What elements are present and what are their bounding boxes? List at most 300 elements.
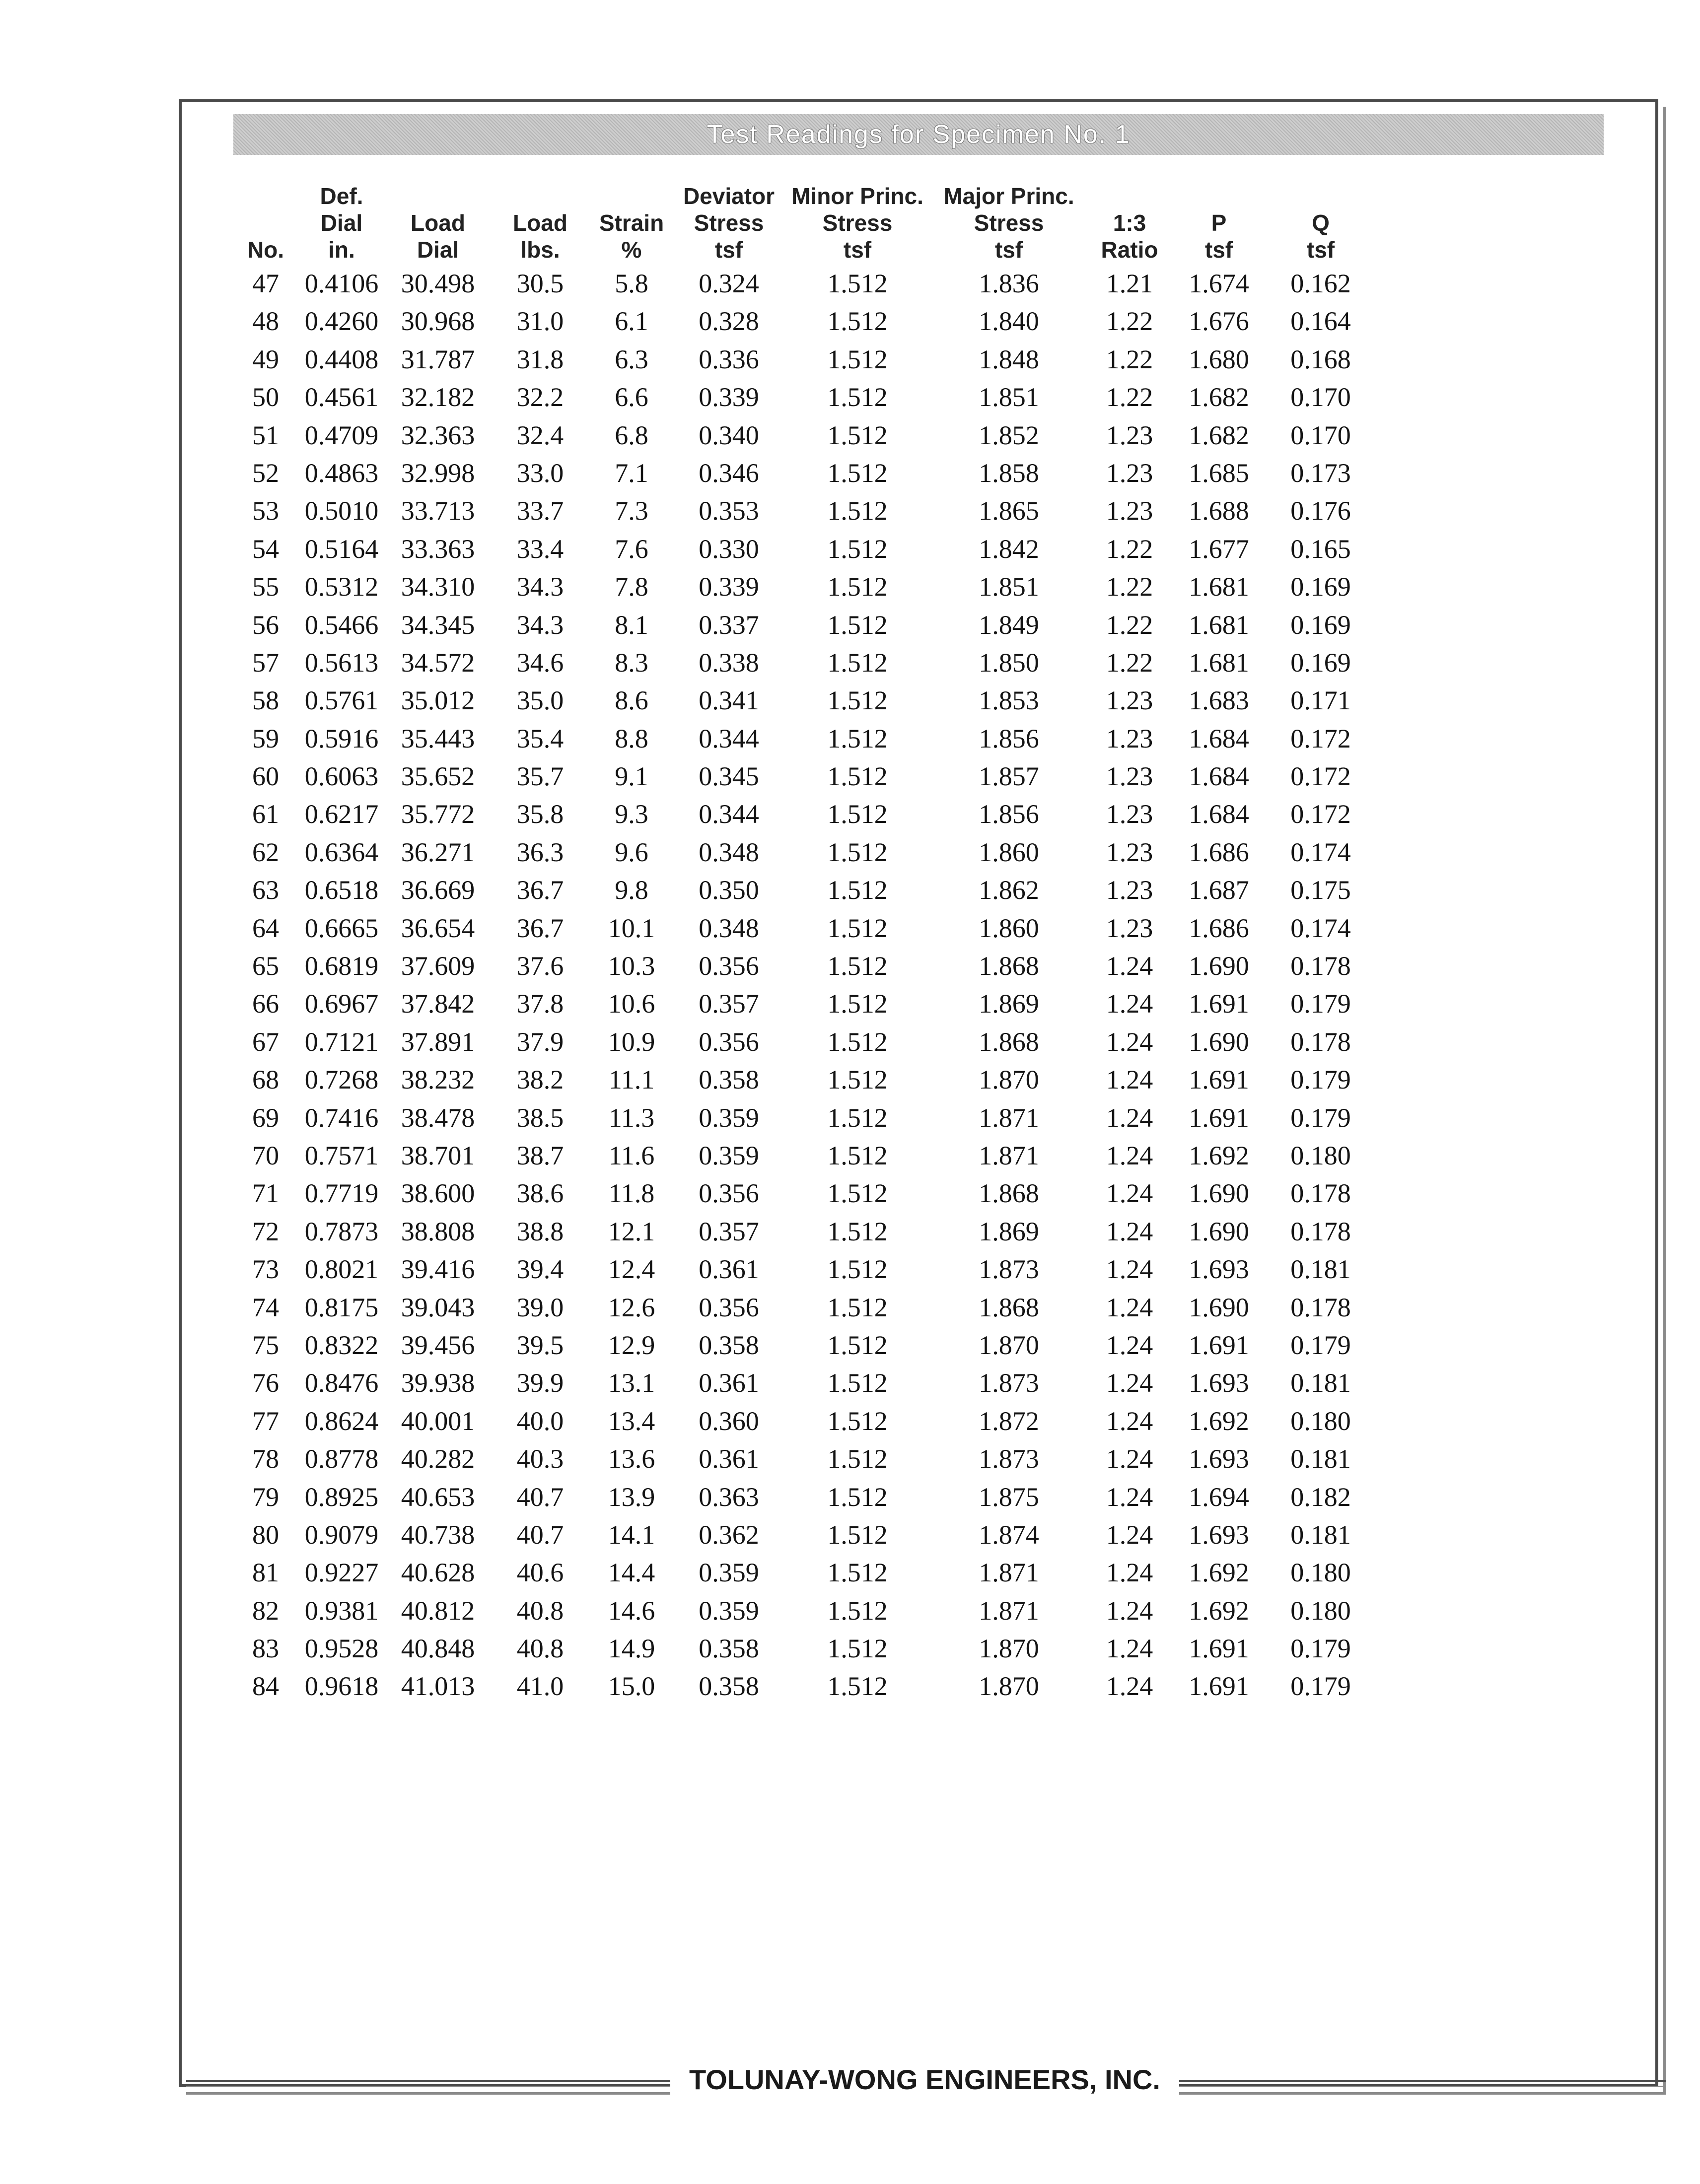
cell-load-lbs: 38.2 [516, 1065, 564, 1095]
cell-no: 54 [252, 534, 279, 564]
column-header-line: Load [513, 210, 567, 236]
cell-def-dial: 0.6967 [304, 989, 379, 1019]
cell-p: 1.680 [1189, 344, 1249, 374]
cell-load-lbs: 35.4 [516, 723, 564, 753]
table-row [0, 610, 1700, 647]
cell-load-dial: 34.345 [401, 610, 475, 640]
column-header-line: Stress [822, 210, 893, 236]
cell-load-dial: 36.654 [401, 913, 475, 943]
cell-def-dial: 0.4561 [304, 382, 379, 412]
column-header-line: Ratio [1101, 237, 1158, 263]
cell-minor-princ-stress: 1.512 [827, 344, 888, 374]
column-header-line: lbs. [520, 237, 560, 263]
table-row [0, 1367, 1700, 1405]
cell-major-princ-stress: 1.840 [979, 306, 1039, 337]
column-header-load-lbs [503, 176, 577, 263]
cell-p: 1.692 [1189, 1140, 1249, 1170]
cell-deviator-stress: 0.359 [699, 1595, 759, 1626]
cell-deviator-stress: 0.344 [699, 799, 759, 829]
table-row [0, 875, 1700, 912]
cell-no: 50 [252, 382, 279, 412]
cell-minor-princ-stress: 1.512 [827, 1558, 888, 1588]
cell-load-dial: 36.271 [401, 837, 475, 867]
cell-load-lbs: 40.8 [516, 1634, 564, 1664]
cell-strain: 14.6 [608, 1595, 655, 1626]
cell-def-dial: 0.5164 [304, 534, 379, 564]
cell-load-lbs: 37.9 [516, 1026, 564, 1057]
cell-ratio: 1.24 [1106, 1368, 1153, 1398]
cell-minor-princ-stress: 1.512 [827, 1292, 888, 1322]
cell-no: 80 [252, 1519, 279, 1550]
cell-q: 0.172 [1290, 799, 1351, 829]
cell-strain: 8.1 [615, 610, 648, 640]
page-title: Test Readings for Specimen No. 1 [707, 120, 1131, 149]
cell-p: 1.677 [1189, 534, 1249, 564]
cell-load-dial: 35.012 [401, 685, 475, 716]
cell-load-lbs: 31.0 [516, 306, 564, 337]
cell-major-princ-stress: 1.850 [979, 647, 1039, 678]
cell-no: 63 [252, 875, 279, 905]
cell-minor-princ-stress: 1.512 [827, 1102, 888, 1133]
cell-deviator-stress: 0.356 [699, 1178, 759, 1209]
cell-load-dial: 38.701 [401, 1140, 475, 1170]
cell-strain: 10.9 [608, 1026, 655, 1057]
cell-major-princ-stress: 1.868 [979, 1178, 1039, 1209]
cell-deviator-stress: 0.363 [699, 1482, 759, 1512]
cell-def-dial: 0.4408 [304, 344, 379, 374]
cell-q: 0.178 [1290, 1292, 1351, 1322]
cell-load-lbs: 39.0 [516, 1292, 564, 1322]
cell-q: 0.178 [1290, 1216, 1351, 1246]
cell-major-princ-stress: 1.870 [979, 1634, 1039, 1664]
cell-ratio: 1.24 [1106, 1444, 1153, 1474]
cell-q: 0.169 [1290, 610, 1351, 640]
cell-ratio: 1.23 [1106, 420, 1153, 450]
column-header-line: tsf [843, 237, 872, 263]
cell-load-lbs: 40.7 [516, 1519, 564, 1550]
cell-load-lbs: 38.5 [516, 1102, 564, 1133]
column-header-line: 1:3 [1113, 210, 1146, 236]
table-row [0, 495, 1700, 533]
cell-load-lbs: 32.2 [516, 382, 564, 412]
cell-deviator-stress: 0.324 [699, 269, 759, 298]
cell-minor-princ-stress: 1.512 [827, 1330, 888, 1360]
cell-no: 48 [252, 306, 279, 337]
cell-load-lbs: 36.7 [516, 875, 564, 905]
cell-major-princ-stress: 1.869 [979, 1216, 1039, 1246]
cell-deviator-stress: 0.348 [699, 913, 759, 943]
cell-q: 0.162 [1290, 269, 1351, 298]
cell-def-dial: 0.7873 [304, 1216, 379, 1246]
cell-def-dial: 0.4106 [304, 269, 379, 298]
cell-minor-princ-stress: 1.512 [827, 269, 888, 298]
cell-load-dial: 40.001 [401, 1406, 475, 1436]
cell-def-dial: 0.9079 [304, 1519, 379, 1550]
cell-ratio: 1.23 [1106, 837, 1153, 867]
cell-load-dial: 32.363 [401, 420, 475, 450]
cell-def-dial: 0.9618 [304, 1671, 379, 1702]
cell-major-princ-stress: 1.869 [979, 989, 1039, 1019]
cell-no: 83 [252, 1634, 279, 1664]
cell-load-dial: 36.669 [401, 875, 475, 905]
table-row [0, 344, 1700, 382]
cell-def-dial: 0.5010 [304, 496, 379, 526]
cell-deviator-stress: 0.361 [699, 1368, 759, 1398]
cell-def-dial: 0.4709 [304, 420, 379, 450]
cell-major-princ-stress: 1.870 [979, 1671, 1039, 1702]
table-row [0, 1102, 1700, 1140]
cell-ratio: 1.24 [1106, 1558, 1153, 1588]
cell-p: 1.682 [1189, 382, 1249, 412]
cell-no: 57 [252, 647, 279, 678]
cell-strain: 6.1 [615, 306, 648, 337]
cell-deviator-stress: 0.358 [699, 1065, 759, 1095]
cell-load-dial: 40.812 [401, 1595, 475, 1626]
cell-deviator-stress: 0.361 [699, 1254, 759, 1285]
table-row [0, 1330, 1700, 1367]
cell-strain: 8.6 [615, 685, 648, 716]
cell-load-dial: 37.891 [401, 1026, 475, 1057]
footer-rule-left [186, 2080, 670, 2087]
cell-minor-princ-stress: 1.512 [827, 1178, 888, 1209]
cell-minor-princ-stress: 1.512 [827, 875, 888, 905]
cell-q: 0.170 [1290, 420, 1351, 450]
cell-q: 0.170 [1290, 382, 1351, 412]
cell-q: 0.171 [1290, 685, 1351, 716]
cell-deviator-stress: 0.360 [699, 1406, 759, 1436]
table-row [0, 1406, 1700, 1443]
cell-ratio: 1.24 [1106, 1595, 1153, 1626]
cell-major-princ-stress: 1.868 [979, 1292, 1039, 1322]
table-row [0, 685, 1700, 723]
column-header-strain [599, 176, 664, 263]
cell-major-princ-stress: 1.868 [979, 1026, 1039, 1057]
cell-strain: 6.8 [615, 420, 648, 450]
cell-def-dial: 0.5312 [304, 572, 379, 602]
cell-no: 52 [252, 458, 279, 488]
cell-ratio: 1.22 [1106, 647, 1153, 678]
cell-minor-princ-stress: 1.512 [827, 1216, 888, 1246]
cell-load-lbs: 40.0 [516, 1406, 564, 1436]
cell-p: 1.687 [1189, 875, 1249, 905]
cell-strain: 6.6 [615, 382, 648, 412]
cell-q: 0.173 [1290, 458, 1351, 488]
cell-def-dial: 0.4260 [304, 306, 379, 337]
cell-ratio: 1.22 [1106, 382, 1153, 412]
cell-ratio: 1.24 [1106, 1519, 1153, 1550]
cell-load-dial: 35.772 [401, 799, 475, 829]
cell-ratio: 1.24 [1106, 1330, 1153, 1360]
column-header-deviator-stress [679, 176, 779, 263]
cell-no: 66 [252, 989, 279, 1019]
cell-deviator-stress: 0.348 [699, 837, 759, 867]
cell-strain: 13.9 [608, 1482, 655, 1512]
cell-def-dial: 0.6217 [304, 799, 379, 829]
cell-q: 0.181 [1290, 1444, 1351, 1474]
cell-major-princ-stress: 1.871 [979, 1102, 1039, 1133]
cell-q: 0.182 [1290, 1482, 1351, 1512]
cell-load-lbs: 40.7 [516, 1482, 564, 1512]
cell-p: 1.690 [1189, 1216, 1249, 1246]
column-header-line: tsf [1204, 237, 1233, 263]
column-header-ratio [1090, 176, 1169, 263]
cell-q: 0.172 [1290, 761, 1351, 792]
cell-q: 0.164 [1290, 306, 1351, 337]
cell-def-dial: 0.6063 [304, 761, 379, 792]
cell-load-dial: 40.628 [401, 1558, 475, 1588]
cell-q: 0.181 [1290, 1368, 1351, 1398]
cell-minor-princ-stress: 1.512 [827, 1406, 888, 1436]
column-header-line: P [1211, 210, 1227, 236]
cell-ratio: 1.23 [1106, 723, 1153, 753]
cell-load-dial: 40.848 [401, 1634, 475, 1664]
cell-ratio: 1.24 [1106, 1102, 1153, 1133]
cell-minor-princ-stress: 1.512 [827, 1595, 888, 1626]
cell-minor-princ-stress: 1.512 [827, 458, 888, 488]
cell-load-lbs: 40.3 [516, 1444, 564, 1474]
cell-p: 1.694 [1189, 1482, 1249, 1512]
cell-deviator-stress: 0.359 [699, 1140, 759, 1170]
cell-minor-princ-stress: 1.512 [827, 647, 888, 678]
cell-load-lbs: 31.8 [516, 344, 564, 374]
column-header-line: Stress [974, 210, 1044, 236]
cell-ratio: 1.22 [1106, 306, 1153, 337]
cell-q: 0.179 [1290, 1102, 1351, 1133]
cell-def-dial: 0.8021 [304, 1254, 379, 1285]
table-row [0, 534, 1700, 571]
cell-load-dial: 40.282 [401, 1444, 475, 1474]
cell-deviator-stress: 0.345 [699, 761, 759, 792]
table-row [0, 458, 1700, 495]
cell-p: 1.692 [1189, 1406, 1249, 1436]
cell-deviator-stress: 0.341 [699, 685, 759, 716]
cell-no: 73 [252, 1254, 279, 1285]
cell-q: 0.178 [1290, 951, 1351, 981]
cell-deviator-stress: 0.339 [699, 382, 759, 412]
table-row [0, 1292, 1700, 1330]
cell-q: 0.180 [1290, 1595, 1351, 1626]
cell-def-dial: 0.5613 [304, 647, 379, 678]
column-header-line: Stress [694, 210, 764, 236]
cell-no: 56 [252, 610, 279, 640]
cell-load-lbs: 32.4 [516, 420, 564, 450]
cell-strain: 12.4 [608, 1254, 655, 1285]
cell-p: 1.690 [1189, 1292, 1249, 1322]
cell-minor-princ-stress: 1.512 [827, 572, 888, 602]
cell-deviator-stress: 0.350 [699, 875, 759, 905]
cell-major-princ-stress: 1.871 [979, 1140, 1039, 1170]
cell-load-lbs: 38.6 [516, 1178, 564, 1209]
cell-strain: 11.8 [608, 1178, 655, 1209]
column-header-p [1179, 176, 1259, 263]
cell-q: 0.176 [1290, 496, 1351, 526]
cell-p: 1.683 [1189, 685, 1249, 716]
cell-deviator-stress: 0.339 [699, 572, 759, 602]
cell-load-lbs: 38.7 [516, 1140, 564, 1170]
cell-p: 1.684 [1189, 761, 1249, 792]
cell-ratio: 1.24 [1106, 1216, 1153, 1246]
cell-p: 1.691 [1189, 1330, 1249, 1360]
cell-q: 0.174 [1290, 837, 1351, 867]
cell-major-princ-stress: 1.851 [979, 572, 1039, 602]
cell-load-dial: 38.808 [401, 1216, 475, 1246]
cell-load-dial: 37.609 [401, 951, 475, 981]
cell-no: 78 [252, 1444, 279, 1474]
cell-load-dial: 37.842 [401, 989, 475, 1019]
cell-load-dial: 30.498 [401, 269, 475, 298]
cell-p: 1.690 [1189, 1178, 1249, 1209]
cell-major-princ-stress: 1.842 [979, 534, 1039, 564]
cell-minor-princ-stress: 1.512 [827, 989, 888, 1019]
table-row [0, 1443, 1700, 1481]
cell-deviator-stress: 0.340 [699, 420, 759, 450]
cell-strain: 10.3 [608, 951, 655, 981]
cell-deviator-stress: 0.357 [699, 989, 759, 1019]
cell-load-dial: 39.416 [401, 1254, 475, 1285]
column-header-major-princ-stress [932, 176, 1086, 263]
cell-load-dial: 38.600 [401, 1178, 475, 1209]
cell-def-dial: 0.6819 [304, 951, 379, 981]
cell-minor-princ-stress: 1.512 [827, 534, 888, 564]
footer-rule-right [1179, 2080, 1666, 2087]
table-row [0, 1216, 1700, 1254]
cell-deviator-stress: 0.358 [699, 1330, 759, 1360]
cell-ratio: 1.22 [1106, 344, 1153, 374]
table-row [0, 382, 1700, 419]
cell-p: 1.692 [1189, 1595, 1249, 1626]
table-row [0, 988, 1700, 1026]
cell-strain: 14.9 [608, 1634, 655, 1664]
cell-major-princ-stress: 1.868 [979, 951, 1039, 981]
cell-ratio: 1.23 [1106, 761, 1153, 792]
cell-def-dial: 0.6518 [304, 875, 379, 905]
cell-strain: 12.1 [608, 1216, 655, 1246]
cell-no: 53 [252, 496, 279, 526]
cell-ratio: 1.24 [1106, 1482, 1153, 1512]
column-header-line: Strain [599, 210, 664, 236]
cell-load-lbs: 40.8 [516, 1595, 564, 1626]
cell-minor-princ-stress: 1.512 [827, 1482, 888, 1512]
cell-no: 60 [252, 761, 279, 792]
cell-load-dial: 34.310 [401, 572, 475, 602]
cell-def-dial: 0.5761 [304, 685, 379, 716]
cell-load-dial: 35.652 [401, 761, 475, 792]
cell-no: 62 [252, 837, 279, 867]
table-row [0, 1633, 1700, 1671]
cell-p: 1.681 [1189, 572, 1249, 602]
cell-no: 64 [252, 913, 279, 943]
cell-ratio: 1.24 [1106, 1140, 1153, 1170]
cell-major-princ-stress: 1.870 [979, 1065, 1039, 1095]
cell-deviator-stress: 0.330 [699, 534, 759, 564]
cell-strain: 11.3 [608, 1102, 655, 1133]
cell-ratio: 1.24 [1106, 989, 1153, 1019]
cell-q: 0.179 [1290, 1634, 1351, 1664]
cell-no: 61 [252, 799, 279, 829]
cell-deviator-stress: 0.336 [699, 344, 759, 374]
cell-major-princ-stress: 1.873 [979, 1444, 1039, 1474]
cell-ratio: 1.23 [1106, 875, 1153, 905]
cell-p: 1.685 [1189, 458, 1249, 488]
cell-q: 0.180 [1290, 1406, 1351, 1436]
cell-minor-princ-stress: 1.512 [827, 1519, 888, 1550]
cell-no: 69 [252, 1102, 279, 1133]
cell-no: 51 [252, 420, 279, 450]
cell-no: 77 [252, 1406, 279, 1436]
cell-major-princ-stress: 1.865 [979, 496, 1039, 526]
cell-p: 1.686 [1189, 913, 1249, 943]
cell-q: 0.172 [1290, 723, 1351, 753]
cell-strain: 14.1 [608, 1519, 655, 1550]
cell-strain: 13.6 [608, 1444, 655, 1474]
column-header-line: in. [328, 237, 355, 263]
cell-load-lbs: 37.6 [516, 951, 564, 981]
cell-p: 1.691 [1189, 1065, 1249, 1095]
cell-minor-princ-stress: 1.512 [827, 306, 888, 337]
cell-p: 1.693 [1189, 1444, 1249, 1474]
cell-ratio: 1.23 [1106, 685, 1153, 716]
table-row [0, 1178, 1700, 1216]
cell-strain: 7.3 [615, 496, 648, 526]
cell-major-princ-stress: 1.862 [979, 875, 1039, 905]
cell-q: 0.179 [1290, 989, 1351, 1019]
cell-load-dial: 32.182 [401, 382, 475, 412]
cell-major-princ-stress: 1.860 [979, 837, 1039, 867]
cell-def-dial: 0.7121 [304, 1026, 379, 1057]
cell-minor-princ-stress: 1.512 [827, 1026, 888, 1057]
table-row [0, 913, 1700, 951]
cell-minor-princ-stress: 1.512 [827, 1671, 888, 1702]
cell-load-dial: 38.478 [401, 1102, 475, 1133]
column-header-q [1281, 176, 1360, 263]
cell-no: 55 [252, 572, 279, 602]
cell-major-princ-stress: 1.849 [979, 610, 1039, 640]
column-header-line: Load [411, 210, 465, 236]
cell-deviator-stress: 0.357 [699, 1216, 759, 1246]
cell-p: 1.693 [1189, 1368, 1249, 1398]
cell-def-dial: 0.5466 [304, 610, 379, 640]
table-row [0, 1140, 1700, 1178]
cell-p: 1.693 [1189, 1254, 1249, 1285]
cell-p: 1.692 [1189, 1558, 1249, 1588]
table-row [0, 1482, 1700, 1519]
cell-strain: 13.4 [608, 1406, 655, 1436]
cell-load-dial: 39.456 [401, 1330, 475, 1360]
cell-minor-princ-stress: 1.512 [827, 951, 888, 981]
cell-def-dial: 0.8322 [304, 1330, 379, 1360]
cell-def-dial: 0.9381 [304, 1595, 379, 1626]
cell-ratio: 1.24 [1106, 1671, 1153, 1702]
table-row [0, 420, 1700, 458]
cell-ratio: 1.23 [1106, 458, 1153, 488]
cell-load-dial: 39.043 [401, 1292, 475, 1322]
cell-ratio: 1.22 [1106, 610, 1153, 640]
cell-deviator-stress: 0.358 [699, 1634, 759, 1664]
column-header-line: Q [1312, 210, 1330, 236]
cell-load-lbs: 39.4 [516, 1254, 564, 1285]
cell-strain: 5.8 [615, 269, 648, 298]
cell-ratio: 1.24 [1106, 951, 1153, 981]
cell-strain: 8.3 [615, 647, 648, 678]
cell-major-princ-stress: 1.870 [979, 1330, 1039, 1360]
cell-minor-princ-stress: 1.512 [827, 837, 888, 867]
cell-load-dial: 33.713 [401, 496, 475, 526]
cell-strain: 13.1 [608, 1368, 655, 1398]
cell-major-princ-stress: 1.873 [979, 1368, 1039, 1398]
cell-no: 81 [252, 1558, 279, 1588]
cell-p: 1.674 [1189, 269, 1249, 298]
cell-strain: 12.9 [608, 1330, 655, 1360]
